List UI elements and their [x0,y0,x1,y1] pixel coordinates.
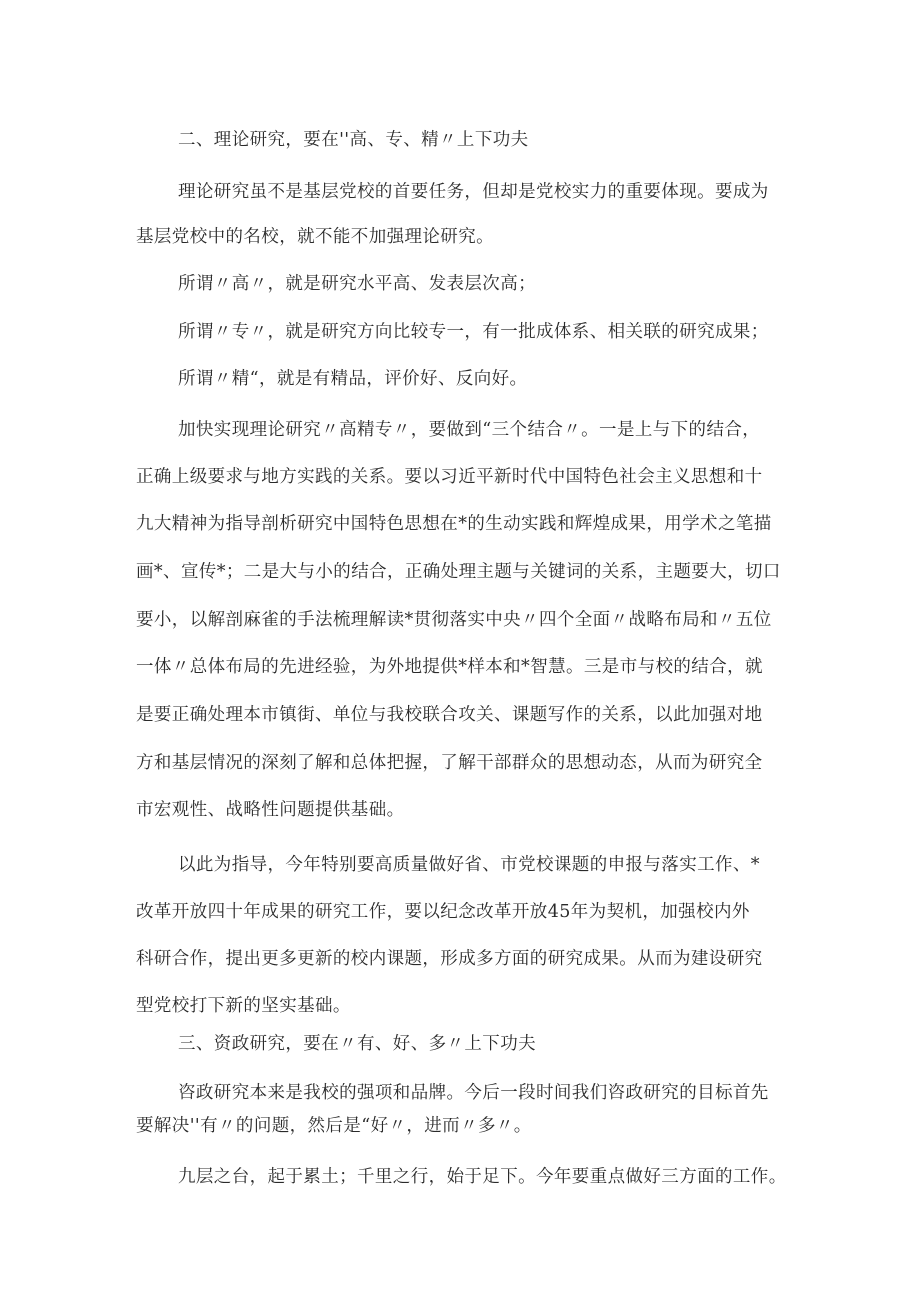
paragraph-1-line-1: 理论研究虽不是基层党校的首要任务，但却是党校实力的重要体现。要成为 [178,182,769,202]
paragraph-5-line-6: 一体〃总体布局的先进经验，为外地提供*样本和*智慧。三是市与校的结合，就 [136,657,763,677]
paragraph-5-line-8: 方和基层情况的深刻了解和总体把握，了解干部群众的思想动态，从而为研究全 [136,753,763,773]
paragraph-5-line-1: 加快实现理论研究〃高精专〃，要做到“三个结合〃。一是上与下的结合， [178,420,761,440]
paragraph-5-line-5: 要小，以解剖麻雀的手法梳理解读*贯彻落实中央〃四个全面〃战略布局和〃五位 [136,610,772,630]
paragraph-5-line-7: 是要正确处理本市镇街、单位与我校联合攻关、课题写作的关系，以此加强对地 [136,705,763,725]
paragraph-6-line-4: 型党校打下新的坚实基础。 [136,996,351,1016]
paragraph-8: 九层之台，起于累土；千里之行，始于足下。今年要重点做好三方面的工作。 [178,1167,787,1187]
paragraph-7-line-1: 咨政研究本来是我校的强项和品牌。今后一段时间我们咨政研究的目标首先 [178,1083,769,1103]
paragraph-1-line-2: 基层党校中的名校，就不能不加强理论研究。 [136,227,494,247]
paragraph-6-line-1: 以此为指导，今年特别要高质量做好省、市党校课题的申报与落实工作、* [178,855,760,875]
section-heading-2: 二、理论研究，要在''高、专、精〃上下功夫 [178,130,529,150]
paragraph-6-line-3: 科研合作，提出更多更新的校内课题，形成多方面的研究成果。从而为建设研究 [136,949,763,969]
paragraph-6-line-2: 改革开放四十年成果的研究工作，要以纪念改革开放45年为契机，加强校内外 [136,902,750,922]
paragraph-4: 所谓〃精“，就是有精品，评价好、反向好。 [178,369,528,389]
paragraph-5-line-9: 市宏观性、战略性问题提供基础。 [136,800,405,820]
section-heading-3: 三、资政研究，要在〃有、好、多〃上下功夫 [178,1034,536,1054]
paragraph-5-line-4: 画*、宣传*；二是大与小的结合，正确处理主题与关键词的关系，主题要大，切口 [136,562,781,582]
paragraph-7-line-2: 要解决''有〃的问题，然后是“好〃，进而〃多〃。 [136,1116,532,1136]
paragraph-5-line-3: 九大精神为指导剖析研究中国特色思想在*的生动实践和辉煌成果，用学术之笔描 [136,514,772,534]
paragraph-5-line-2: 正确上级要求与地方实践的关系。要以习近平新时代中国特色社会主义思想和十 [136,467,763,487]
paragraph-3: 所谓〃专〃，就是研究方向比较专一，有一批成体系、相关联的研究成果； [178,322,769,342]
paragraph-2: 所谓〃高〃，就是研究水平高、发表层次高； [178,274,536,294]
